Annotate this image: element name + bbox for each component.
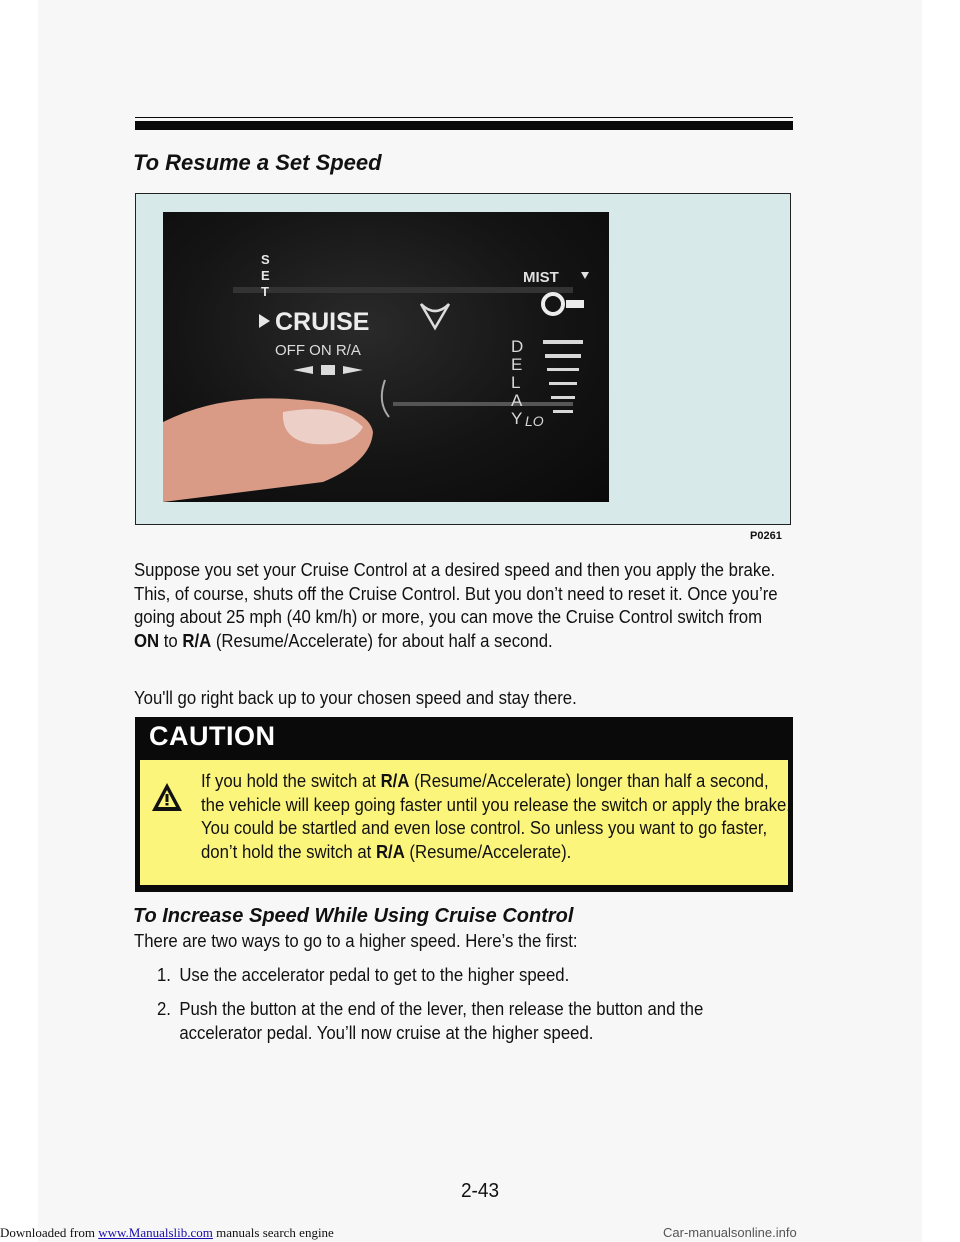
footer-prefix: Downloaded from [0, 1225, 99, 1240]
caution-text [201, 770, 796, 864]
mist-circle-icon [543, 294, 563, 314]
wiper-icon [421, 304, 449, 328]
delay-bar-3 [547, 368, 579, 371]
subsection-title: To Increase Speed While Using Cruise Control [133, 905, 574, 927]
delay-letter-a: A [511, 391, 523, 410]
caution-ra-keyword-2: R/A [375, 841, 405, 862]
ra-mark [343, 366, 363, 374]
delay-letter-e: E [511, 355, 523, 374]
step-1-number: 1. [157, 965, 171, 985]
play-arrow-icon [259, 314, 270, 328]
step-1-text: Use the accelerator pedal to get to the higher speed. [179, 965, 570, 985]
delay-bar-5 [551, 396, 575, 399]
photo-dark-panel [163, 212, 609, 502]
caution-title: CAUTION [149, 721, 276, 751]
ra-keyword: R/A [182, 630, 212, 651]
section-title: To Resume a Set Speed [133, 150, 382, 175]
paragraph-higher-speed: There are two ways to go to a higher speed. Here’s the first: [134, 931, 578, 951]
step-2-number: 2. [157, 999, 171, 1019]
watermark-text: Car-manualsonline.info [663, 1225, 797, 1240]
mist-bar-icon [566, 300, 584, 308]
paragraph-chosen-speed: You'll go right back up to your chosen speed and stay there. [134, 688, 577, 708]
caution-ra-keyword-1: R/A [380, 771, 410, 791]
cruise-positions-label: OFF ON R/A [275, 342, 361, 359]
caution-text-c: (Resume/Accelerate). [404, 841, 572, 862]
top-rule [135, 121, 793, 130]
delay-bar-6 [553, 410, 573, 413]
cruise-label: CRUISE [275, 308, 370, 336]
set-letter-e: E [261, 268, 270, 283]
paragraph-resume-text-c: (Resume/Accelerate) for about half a second. [211, 630, 553, 651]
warning-triangle-icon [151, 782, 183, 812]
top-thin-rule [135, 117, 793, 118]
caution-block [135, 717, 793, 892]
step-2 [157, 998, 808, 1045]
delay-letter-y: Y [511, 409, 523, 428]
off-mark [293, 366, 313, 374]
lever-top-edge [233, 287, 573, 293]
step-2-text-line1: Push the button at the end of the lever, then release the button and the [179, 999, 704, 1019]
on-mark [321, 365, 335, 375]
on-keyword: ON [134, 630, 160, 651]
lever-button-edge [382, 380, 389, 417]
footer-suffix: manuals search engine [212, 1225, 334, 1240]
mist-arrow-icon [581, 272, 589, 279]
step-2-text-line2: accelerator pedal. You’ll now cruise at the higher speed. [179, 1022, 594, 1043]
paragraph-resume-text-a: Suppose you set your Cruise Control at a desired speed and then you apply the brake. This, of course, shuts off the Cruise Control. But you don’t need to reset it. Once you’re going about 25 mph (40 km/h) or more, you can move the Cruise Control switch from [134, 560, 778, 627]
delay-bar-2 [545, 354, 581, 358]
manualslib-link[interactable]: www.Manualslib.com [98, 1225, 213, 1240]
caution-text-b: (Resume/Accelerate) longer than half a second, the vehicle will keep going faster until you release the switch or apply the brake. You could be startled and even lose control. So unless you want to go faster, don’t hold the switch at [201, 771, 791, 862]
paragraph-resume [134, 559, 785, 653]
download-footer [0, 1225, 334, 1241]
delay-bar-1 [543, 340, 583, 344]
caution-text-a: If you hold the switch at [201, 771, 381, 791]
delay-bar-4 [549, 382, 577, 385]
caution-box [140, 760, 791, 885]
cruise-lever-illustration [163, 212, 609, 502]
paragraph-resume-text-b: to [159, 630, 183, 651]
set-letter-s: S [261, 252, 270, 267]
photo-id: P0261 [750, 530, 782, 542]
cruise-control-photo [135, 193, 791, 525]
page-number: 2-43 [460, 1180, 500, 1202]
lo-label: LO [525, 413, 544, 429]
step-1 [157, 964, 808, 988]
lever-bottom-edge [393, 402, 573, 406]
mist-label: MIST [523, 269, 559, 286]
delay-letter-d: D [511, 337, 524, 356]
set-letter-t: T [261, 284, 269, 299]
delay-letter-l: L [511, 373, 521, 392]
